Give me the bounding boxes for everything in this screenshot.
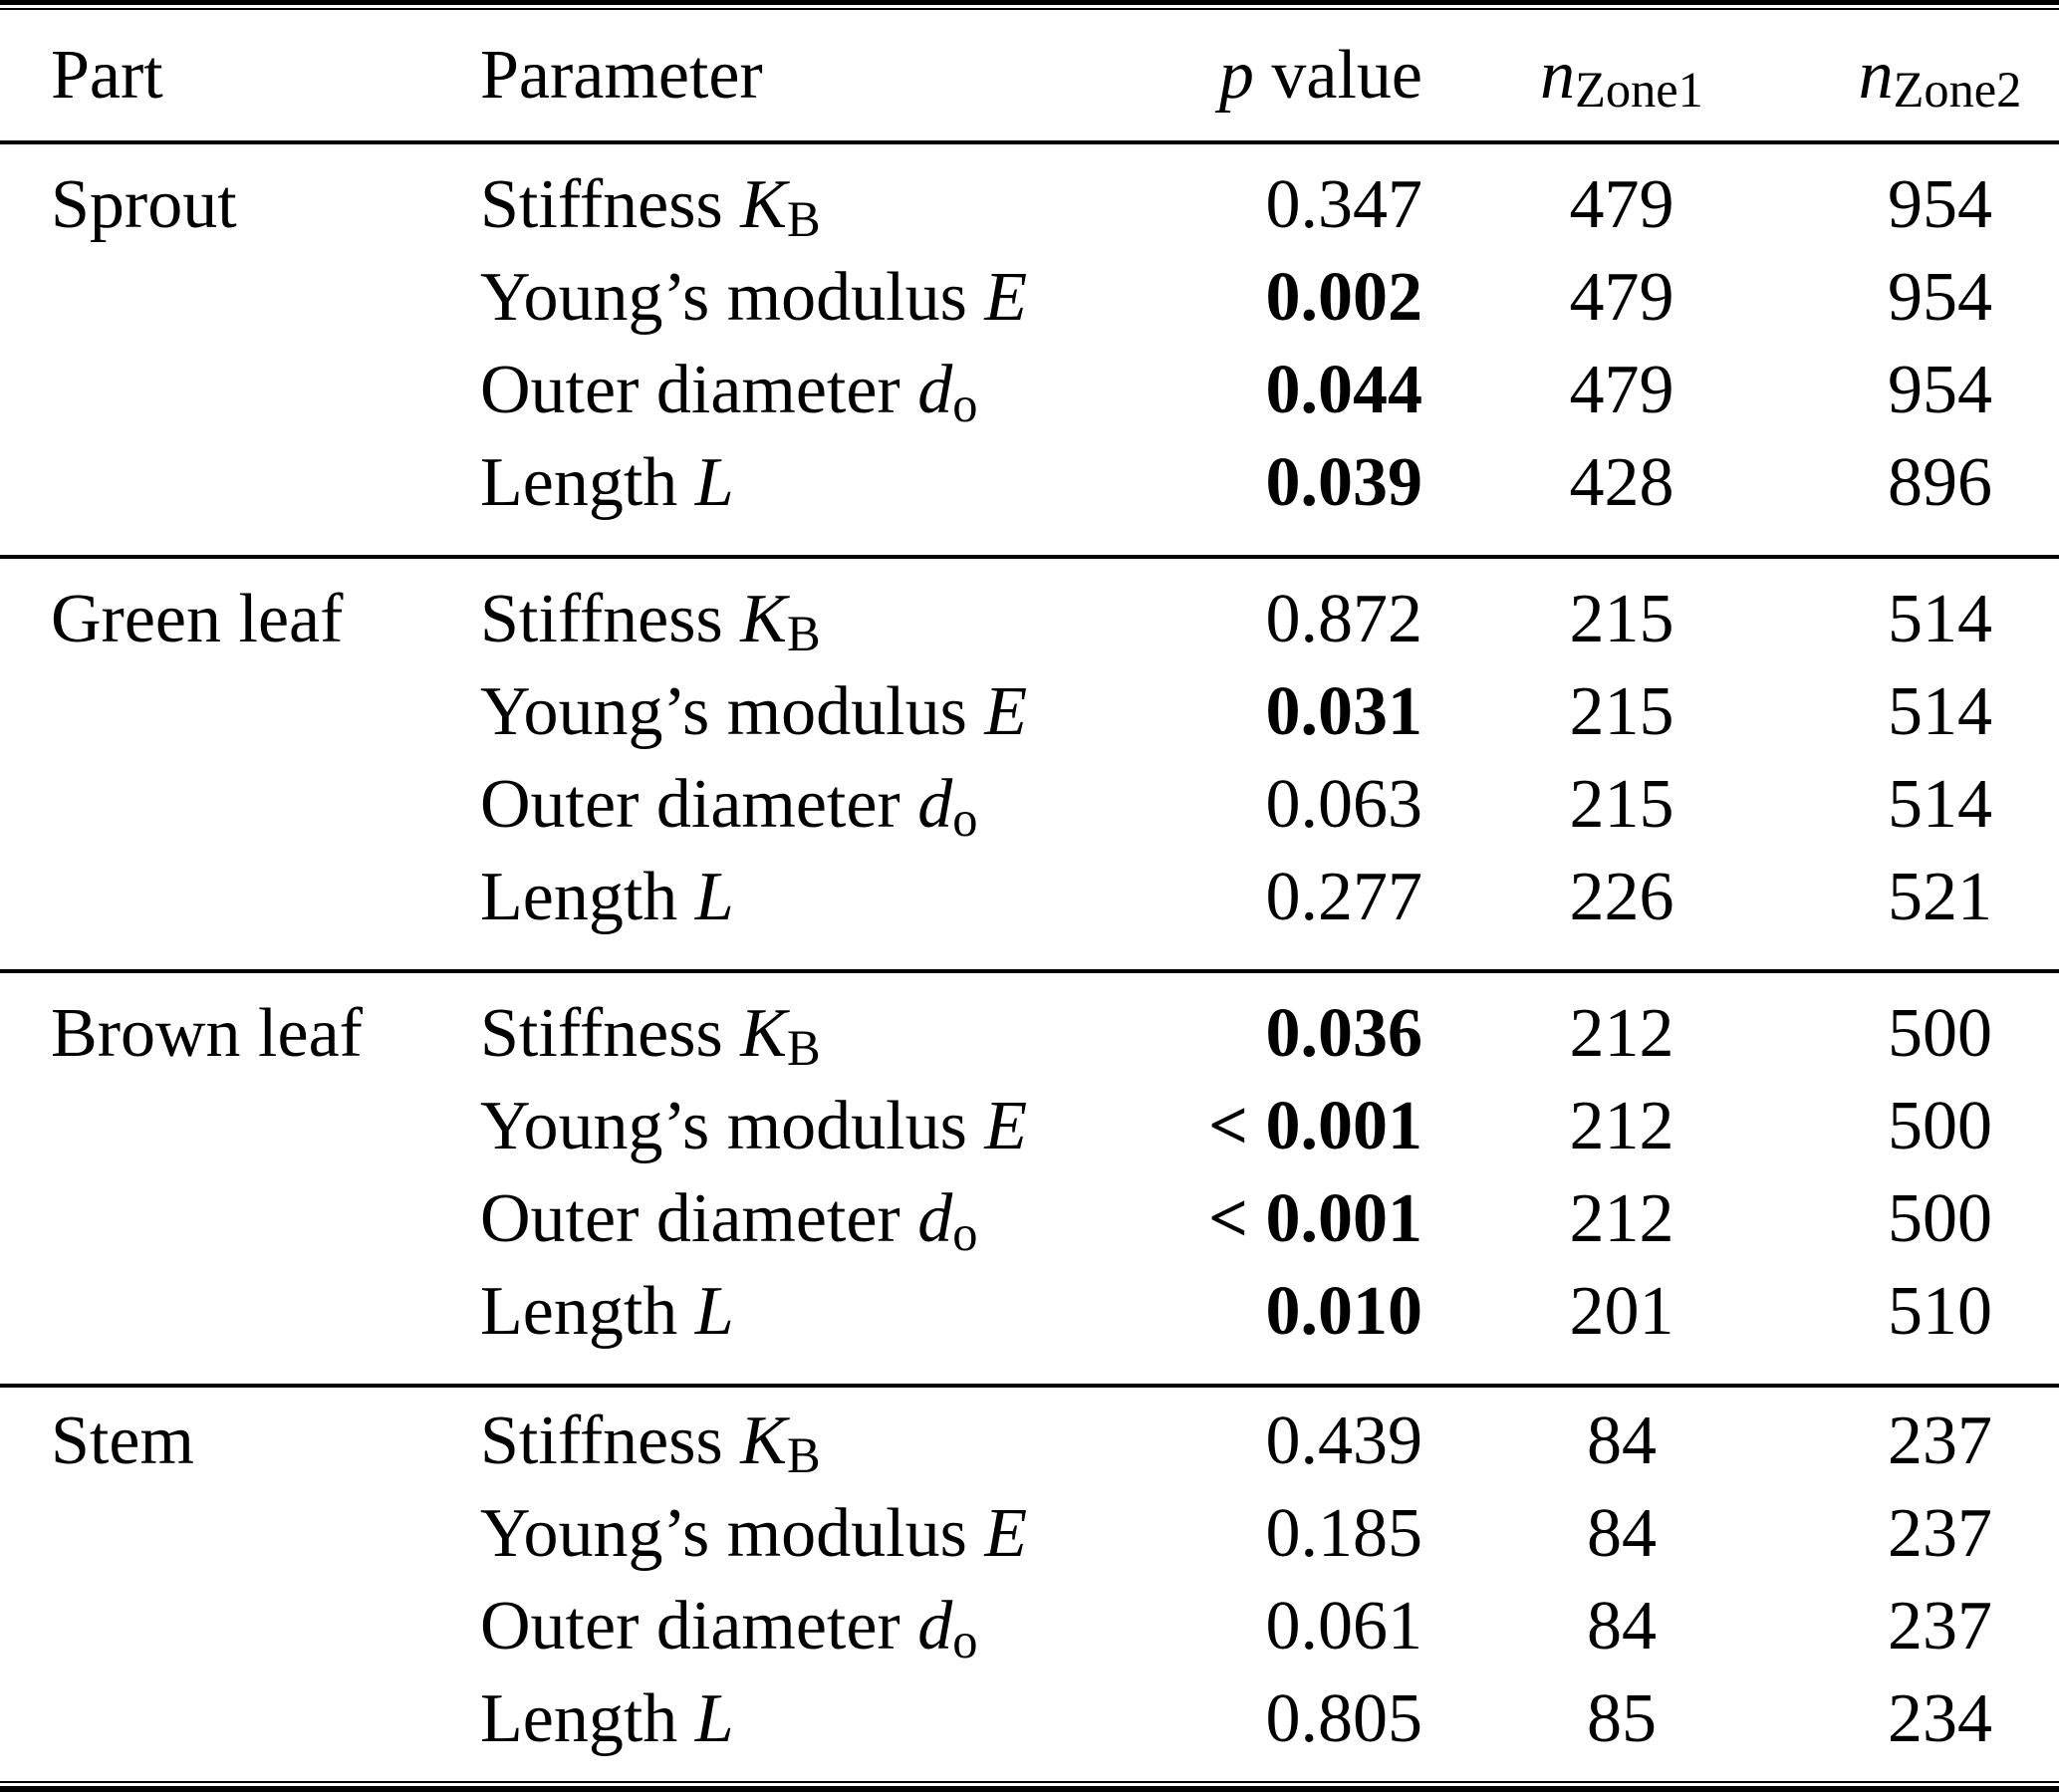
p-value-cell: 0.031 [1265, 672, 1422, 750]
parameter-cell [480, 1679, 1118, 1759]
parameter-symbol: E [984, 258, 1028, 336]
n-zone2-cell: 510 [1888, 1272, 1992, 1350]
parameter-label: Length [480, 1679, 678, 1757]
zone2-subscript: Zone2 [1893, 61, 2022, 118]
n-zone2-cell: 500 [1888, 1179, 1992, 1257]
p-value-cell: 0.063 [1265, 765, 1422, 843]
table-row [0, 665, 2059, 758]
n-zone1-cell: 212 [1569, 1087, 1674, 1164]
table-group-stem [0, 1388, 2059, 1781]
n-zone1-cell: 215 [1569, 765, 1674, 843]
n-zone1-cell: 84 [1587, 1494, 1657, 1572]
parameter-label: Young’s modulus [480, 672, 967, 750]
parameter-cell [480, 165, 1118, 245]
n-zone1-cell: 84 [1587, 1402, 1657, 1479]
table-group-sprout [0, 144, 2059, 555]
table-header-row [0, 10, 2059, 140]
table-row [0, 1080, 2059, 1172]
p-value-cell: < 0.001 [1208, 1087, 1422, 1164]
n-zone1-cell: 212 [1569, 1179, 1674, 1257]
parameter-symbol: L [694, 858, 734, 935]
p-value-cell: 0.805 [1265, 1679, 1422, 1757]
parameter-label: Stiffness [480, 994, 723, 1072]
parameter-label: Length [480, 858, 678, 935]
parameter-label: Stiffness [480, 165, 723, 243]
n-zone1-cell: 215 [1569, 672, 1674, 750]
p-value-cell: 0.036 [1265, 994, 1422, 1072]
bottom-rule-thick [0, 1786, 2059, 1792]
parameter-cell [480, 994, 1118, 1074]
p-value-cell: 0.061 [1265, 1587, 1422, 1664]
p-value-cell: 0.039 [1265, 443, 1422, 521]
parameter-label: Young’s modulus [480, 258, 967, 336]
column-header-p-value [1118, 36, 1422, 116]
parameter-symbol: L [694, 1272, 734, 1350]
n-zone1-cell: 201 [1569, 1272, 1674, 1350]
table-group-brown-leaf [0, 973, 2059, 1384]
p-label: value [1271, 36, 1422, 114]
parameter-subscript: o [952, 1612, 978, 1668]
parameter-cell [480, 1272, 1118, 1352]
parameter-cell [480, 1179, 1118, 1259]
parameter-symbol: L [694, 1679, 734, 1757]
parameter-cell [480, 351, 1118, 430]
parameter-cell [480, 1587, 1118, 1666]
n-zone2-cell: 514 [1888, 580, 1992, 657]
n-zone1-cell: 479 [1569, 165, 1674, 243]
n-zone1-cell: 215 [1569, 580, 1674, 657]
parameter-symbol: K [740, 580, 787, 657]
parameter-symbol: d [917, 351, 953, 428]
parameter-cell [480, 1402, 1118, 1481]
n-zone2-cell: 521 [1888, 858, 1992, 935]
parameter-symbol: K [740, 994, 787, 1072]
parameter-subscript: B [786, 190, 821, 247]
parameter-label: Young’s modulus [480, 1087, 967, 1164]
p-value-cell: 0.185 [1265, 1494, 1422, 1572]
parameter-symbol: E [984, 1494, 1028, 1572]
parameter-label: Stiffness [480, 1402, 723, 1479]
parameter-symbol: L [694, 443, 734, 521]
n-zone2-cell: 954 [1888, 351, 1992, 428]
p-value-cell: 0.439 [1265, 1402, 1422, 1479]
parameter-cell [480, 672, 1118, 752]
p-symbol: p [1218, 36, 1254, 114]
parameter-label: Outer diameter [480, 1587, 901, 1664]
n-zone2-cell: 500 [1888, 994, 1992, 1072]
parameter-symbol: K [740, 1402, 787, 1479]
n-zone2-cell: 237 [1888, 1494, 1992, 1572]
parameter-cell [480, 443, 1118, 523]
parameter-symbol: K [740, 165, 787, 243]
parameter-cell [480, 765, 1118, 845]
parameter-symbol: d [917, 1587, 953, 1664]
n-zone2-cell: 234 [1888, 1679, 1992, 1757]
parameter-symbol: E [984, 672, 1028, 750]
parameter-subscript: o [952, 376, 978, 432]
zone1-subscript: Zone1 [1575, 61, 1703, 118]
n-zone2-cell: 514 [1888, 765, 1992, 843]
part-cell: Brown leaf [51, 994, 363, 1072]
parameter-subscript: o [952, 790, 978, 847]
n-zone1-cell: 428 [1569, 443, 1674, 521]
parameter-subscript: B [786, 1426, 821, 1483]
parameter-subscript: B [786, 1019, 821, 1076]
table-row [0, 1487, 2059, 1580]
p-value-cell: 0.872 [1265, 580, 1422, 657]
table-row [0, 987, 2059, 1080]
table-row [0, 1672, 2059, 1765]
p-value-cell: 0.044 [1265, 351, 1422, 428]
parameter-cell [480, 580, 1118, 659]
parameter-symbol: E [984, 1087, 1028, 1164]
table-group-green-leaf [0, 559, 2059, 969]
n-zone1-cell: 212 [1569, 994, 1674, 1072]
part-cell: Stem [51, 1402, 194, 1479]
parameter-label: Length [480, 443, 678, 521]
n-zone1-cell: 479 [1569, 258, 1674, 336]
column-header-part: Part [51, 36, 163, 114]
n-zone2-cell: 237 [1888, 1402, 1992, 1479]
table-row [0, 251, 2059, 344]
n-zone2-cell: 514 [1888, 672, 1992, 750]
parameter-label: Outer diameter [480, 351, 901, 428]
parameter-label: Stiffness [480, 580, 723, 657]
table-row [0, 851, 2059, 943]
n-zone1-cell: 85 [1587, 1679, 1657, 1757]
parameter-label: Young’s modulus [480, 1494, 967, 1572]
p-value-cell: 0.010 [1265, 1272, 1422, 1350]
n-zone2-cell: 954 [1888, 258, 1992, 336]
part-cell: Green leaf [51, 580, 344, 657]
n-zone1-cell: 479 [1569, 351, 1674, 428]
table-row [0, 758, 2059, 851]
column-header-n-zone1 [1422, 36, 1821, 116]
parameter-subscript: o [952, 1204, 978, 1261]
parameter-label: Outer diameter [480, 765, 901, 843]
p-value-cell: 0.002 [1265, 258, 1422, 336]
table-row [0, 436, 2059, 529]
table-row [0, 1172, 2059, 1265]
table-row [0, 1580, 2059, 1672]
parameter-symbol: d [917, 765, 953, 843]
p-value-cell: 0.347 [1265, 165, 1422, 243]
n-zone2-cell: 954 [1888, 165, 1992, 243]
parameter-label: Length [480, 1272, 678, 1350]
n-zone2-cell: 237 [1888, 1587, 1992, 1664]
part-cell: Sprout [51, 165, 237, 243]
n-zone1-cell: 84 [1587, 1587, 1657, 1664]
parameter-symbol: d [917, 1179, 953, 1257]
column-header-n-zone2 [1821, 36, 2059, 116]
p-value-cell: 0.277 [1265, 858, 1422, 935]
n-symbol: n [1858, 36, 1894, 114]
n-zone2-cell: 896 [1888, 443, 1992, 521]
parameter-label: Outer diameter [480, 1179, 901, 1257]
parameter-cell [480, 258, 1118, 338]
table-row [0, 344, 2059, 436]
p-value-cell: < 0.001 [1208, 1179, 1422, 1257]
parameter-cell [480, 1087, 1118, 1166]
table-row [0, 158, 2059, 251]
parameter-cell [480, 858, 1118, 937]
n-zone2-cell: 500 [1888, 1087, 1992, 1164]
n-symbol: n [1540, 36, 1576, 114]
parameter-subscript: B [786, 605, 821, 661]
table-row [0, 573, 2059, 665]
table-row [0, 1395, 2059, 1487]
column-header-parameter: Parameter [480, 36, 763, 114]
table-row [0, 1265, 2059, 1358]
parameter-cell [480, 1494, 1118, 1574]
n-zone1-cell: 226 [1569, 858, 1674, 935]
